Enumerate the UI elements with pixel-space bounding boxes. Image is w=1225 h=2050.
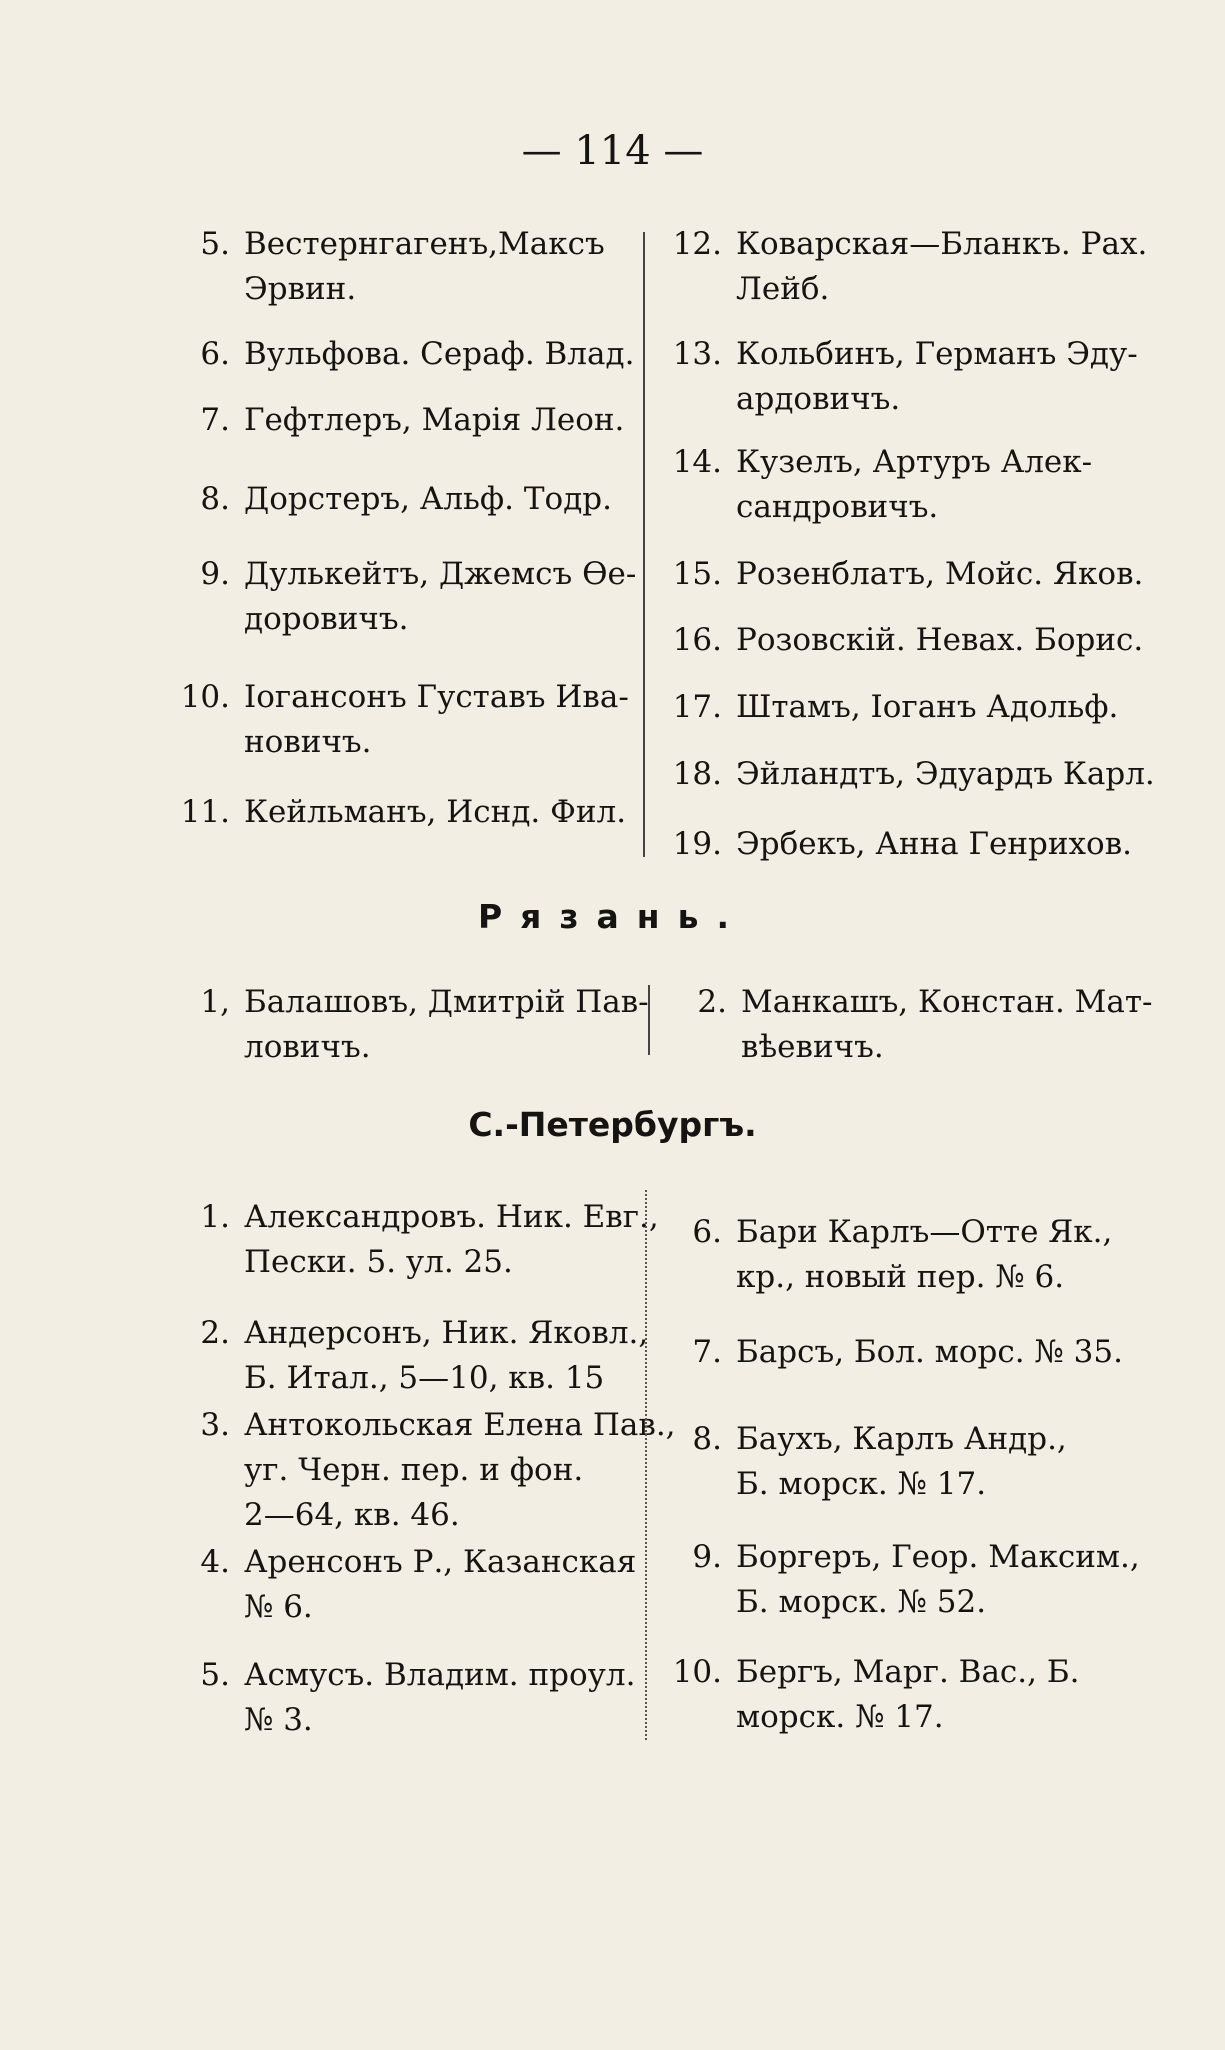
entry-line: Эрбекъ, Анна Генрихов. bbox=[736, 826, 1133, 862]
entry-number: 10. bbox=[672, 1654, 722, 1690]
entry-line: Розовскiй. Невах. Борис. bbox=[736, 622, 1144, 658]
spb-left-column bbox=[168, 1195, 676, 1755]
entry-number: 11. bbox=[180, 794, 230, 830]
entry-number: 5. bbox=[200, 1657, 230, 1693]
entry-word: Максъ bbox=[498, 226, 605, 262]
entry-number: 2. bbox=[697, 984, 727, 1020]
entry-line bbox=[244, 222, 605, 267]
entry-number: 16. bbox=[672, 622, 722, 658]
column-divider bbox=[648, 985, 650, 1055]
entry-line: Кейльманъ, Иснд. Фил. bbox=[244, 794, 627, 830]
entry-line: Кузелъ, Артуръ Алек- bbox=[736, 444, 1093, 480]
entry-line: Iогансонъ Густавъ Ива- bbox=[244, 679, 629, 715]
entry-line: уг. Черн. пер. и фон. bbox=[244, 1452, 584, 1488]
entry-number: 19. bbox=[672, 826, 722, 862]
entry-number: 14. bbox=[672, 444, 722, 480]
section-heading-ryazan: Рязань. bbox=[477, 897, 748, 936]
ryazan-right-column bbox=[665, 980, 1153, 1075]
entry-line: Розенблатъ, Мойс. Яков. bbox=[736, 556, 1144, 592]
column-divider bbox=[643, 232, 645, 857]
entry-line: Б. Итал., 5—10, кв. 15 bbox=[244, 1360, 605, 1396]
entry-line: сандровичъ. bbox=[736, 489, 939, 525]
entry-line: Дорстеръ, Альф. Тодр. bbox=[244, 481, 612, 517]
entry-number: 3. bbox=[200, 1407, 230, 1443]
entry-number: 18. bbox=[672, 756, 722, 792]
entry-number: 9. bbox=[200, 556, 230, 592]
section-heading-st-petersburg: С.-Петербургъ. bbox=[468, 1105, 757, 1144]
entry-line: Антокольская Елена Пав., bbox=[244, 1407, 676, 1443]
entry-line: Б. морск. № 17. bbox=[736, 1466, 987, 1502]
entry-line: Асмусъ. Владим. проул. bbox=[244, 1657, 636, 1693]
entry-line: Гефтлеръ, Марiя Леон. bbox=[244, 402, 625, 438]
entry-line: ловичъ. bbox=[244, 1029, 371, 1065]
entry-number: 7. bbox=[692, 1334, 722, 1370]
entry-number: 1. bbox=[200, 1199, 230, 1235]
entry-line: Б. морск. № 52. bbox=[736, 1584, 987, 1620]
entry-number: 10. bbox=[180, 679, 230, 715]
entry-line: Дулькейтъ, Джемсъ Ѳе- bbox=[244, 556, 637, 592]
entry-line: Эйландтъ, Эдуардъ Карл. bbox=[736, 756, 1155, 792]
entry-line: Баухъ, Карлъ Андр., bbox=[736, 1421, 1067, 1457]
entry-line: Аренсонъ Р., Казанская bbox=[244, 1544, 637, 1580]
entry-line: доровичъ. bbox=[244, 601, 409, 637]
entry-number: 8. bbox=[692, 1421, 722, 1457]
entry-line: Балашовъ, Дмитрiй Пав- bbox=[244, 984, 649, 1020]
spb-right-column bbox=[660, 1210, 1140, 1750]
entry-number: 6. bbox=[200, 336, 230, 372]
page-number: — 114 — bbox=[521, 128, 704, 174]
entry-line: Боргеръ, Геор. Максим., bbox=[736, 1539, 1140, 1575]
entry-line: ардовичъ. bbox=[736, 381, 901, 417]
section-1-right-column bbox=[660, 222, 1155, 872]
entry-line: № 6. bbox=[244, 1589, 313, 1625]
entry-number: 4. bbox=[200, 1544, 230, 1580]
entry-line: морск. № 17. bbox=[736, 1699, 944, 1735]
entry-line: Андерсонъ, Ник. Яковл., bbox=[244, 1315, 649, 1351]
entry-line: Пески. 5. ул. 25. bbox=[244, 1244, 513, 1280]
entry-line: Бергъ, Марг. Вас., Б. bbox=[736, 1654, 1080, 1690]
entry-line: Бари Карлъ—Отте Як., bbox=[736, 1214, 1113, 1250]
entry-line: новичъ. bbox=[244, 724, 372, 760]
column-divider bbox=[645, 1190, 647, 1740]
ryazan-left-column bbox=[168, 980, 649, 1075]
entry-number: 15. bbox=[672, 556, 722, 592]
entry-number: 6. bbox=[692, 1214, 722, 1250]
entry-number: 17. bbox=[672, 689, 722, 725]
entry-number: 12. bbox=[672, 226, 722, 262]
entry-line: вѣевичъ. bbox=[741, 1029, 884, 1065]
entry-number: 13. bbox=[672, 336, 722, 372]
entry-line: кр., новый пер. № 6. bbox=[736, 1259, 1065, 1295]
entry-number: 7. bbox=[200, 402, 230, 438]
entry-line: Эрвин. bbox=[244, 271, 357, 307]
entry-line: № 3. bbox=[244, 1702, 313, 1738]
entry-line: Коварская—Бланкъ. Рах. bbox=[736, 226, 1148, 262]
entry-line: Вульфова. Сераф. Влад. bbox=[244, 336, 635, 372]
entry-line: Кольбинъ, Германъ Эду- bbox=[736, 336, 1138, 372]
entry-line: Александровъ. Ник. Евг., bbox=[244, 1199, 659, 1235]
entry-line: Лейб. bbox=[736, 271, 830, 307]
entry-line: 2—64, кв. 46. bbox=[244, 1497, 460, 1533]
entry-number: 9. bbox=[692, 1539, 722, 1575]
entry-line: Барсъ, Бол. морс. № 35. bbox=[736, 1334, 1123, 1370]
entry-number: 2. bbox=[200, 1315, 230, 1351]
entry-number: 1, bbox=[200, 984, 230, 1020]
entry-line: Штамъ, Iоганъ Адольф. bbox=[736, 689, 1119, 725]
entry-number: 5. bbox=[200, 226, 230, 262]
section-1-left-column bbox=[168, 222, 637, 842]
entry-line: Манкашъ, Констан. Мат- bbox=[741, 984, 1153, 1020]
entry-number: 8. bbox=[200, 481, 230, 517]
entry-word: Вестернгагенъ, bbox=[244, 226, 499, 262]
